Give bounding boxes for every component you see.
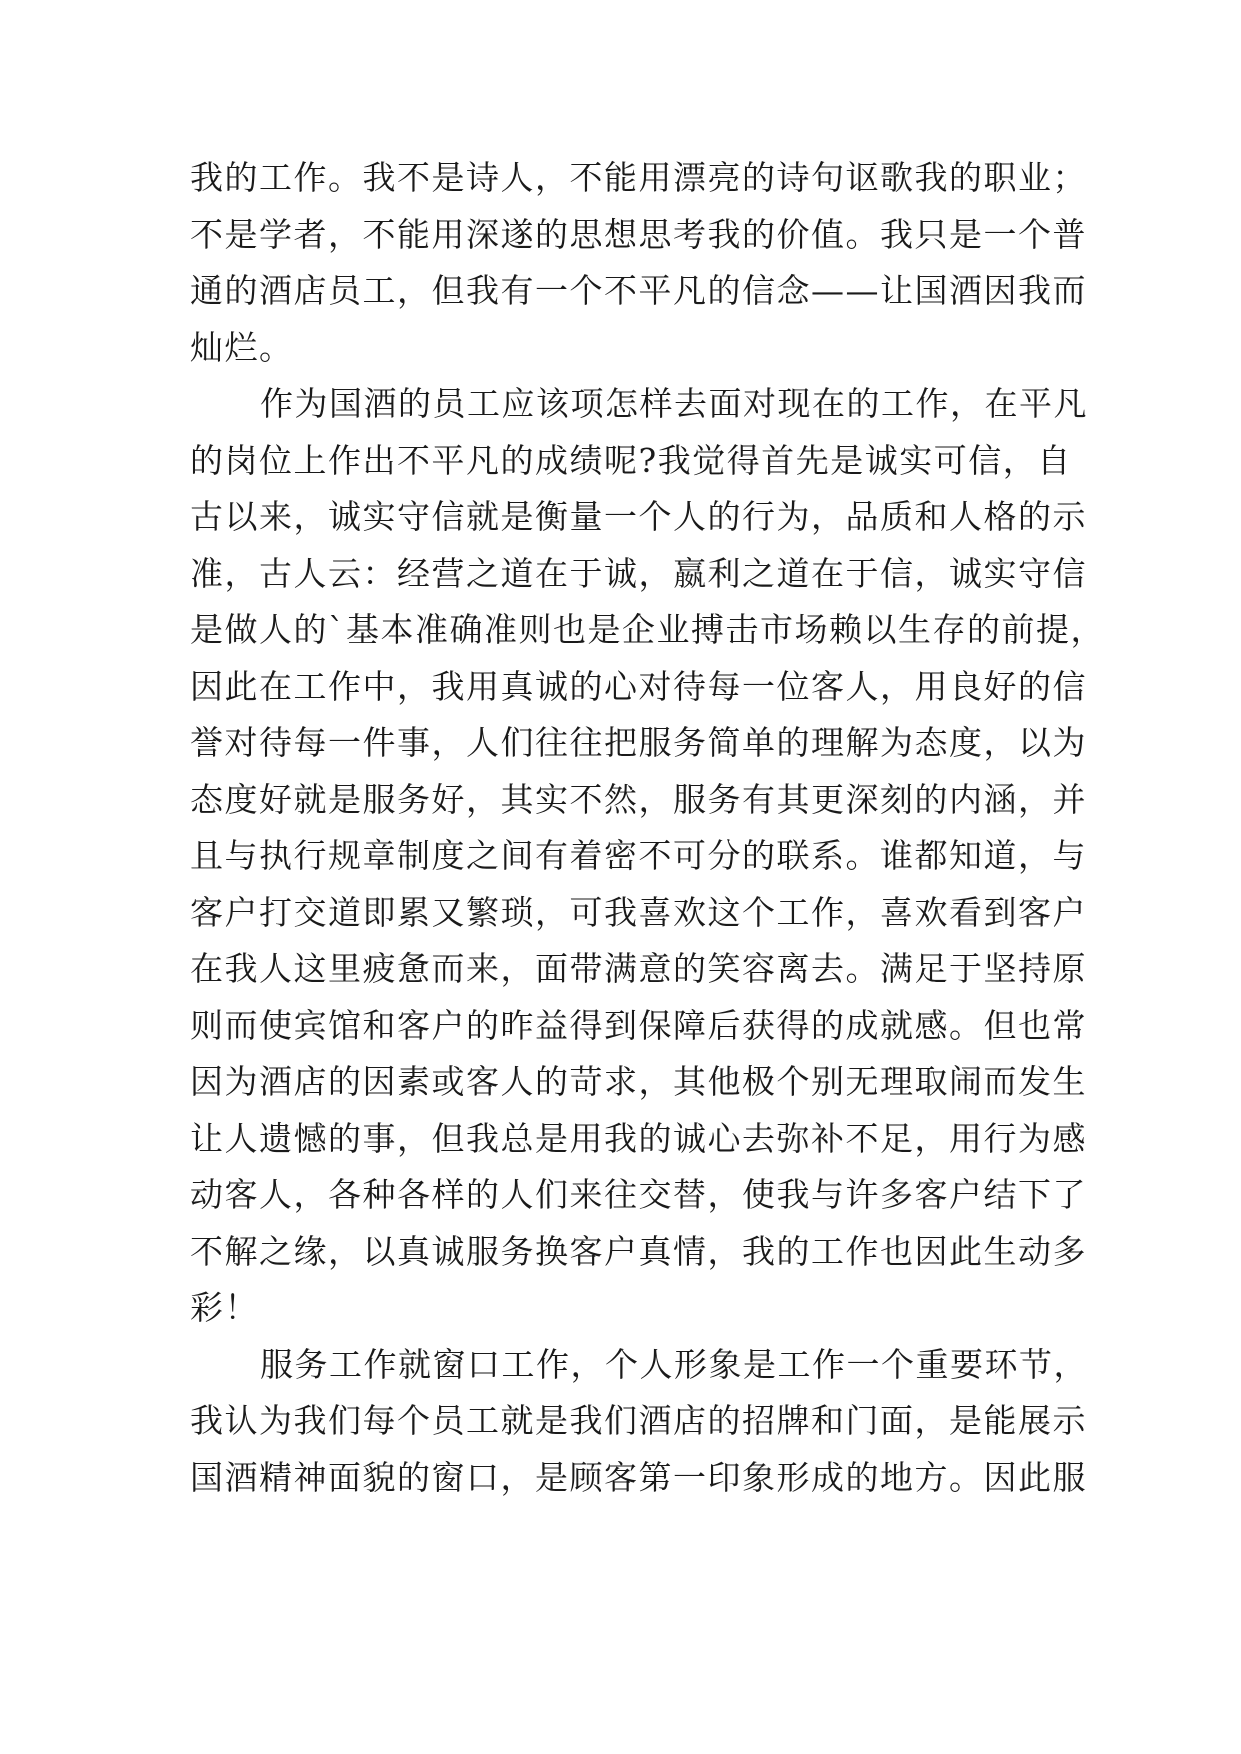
text-line: 服务工作就窗口工作，个人形象是工作一个重要环节， bbox=[260, 1344, 1088, 1384]
text-line: 誉对待每一件事，人们往往把服务简单的理解为态度，以为 bbox=[190, 723, 1087, 762]
document-body bbox=[190, 150, 1105, 1506]
text-line: 通的酒店员工，但我有一个不平凡的信念——让国酒因我而 bbox=[190, 271, 1087, 310]
text-line: 准，古人云：经营之道在于诚，嬴利之道在于信，诚实守信 bbox=[190, 553, 1087, 593]
text-line: 古以来，诚实守信就是衡量一个人的行为，品质和人格的示 bbox=[190, 497, 1087, 536]
text-line: 让人遗憾的事，但我总是用我的诚心去弥补不足，用行为感 bbox=[190, 1118, 1087, 1158]
text-line: 客户打交道即累又繁琐，可我喜欢这个工作，喜欢看到客户 bbox=[190, 892, 1087, 932]
paragraph-1 bbox=[190, 150, 1087, 376]
text-line: 且与执行规章制度之间有着密不可分的联系。谁都知道，与 bbox=[190, 836, 1087, 875]
text-line: 我认为我们每个员工就是我们酒店的招牌和门面，是能展示 bbox=[190, 1401, 1087, 1440]
text-line: 态度好就是服务好，其实不然，服务有其更深刻的内涵，并 bbox=[190, 779, 1087, 819]
text-line: 彩！ bbox=[190, 1288, 259, 1327]
paragraph-3 bbox=[190, 1337, 1088, 1507]
text-line: 动客人，各种各样的人们来往交替，使我与许多客户结下了 bbox=[190, 1175, 1087, 1214]
text-line: 则而使宾馆和客户的昨益得到保障后获得的成就感。但也常 bbox=[190, 1005, 1087, 1045]
text-line: 国酒精神面貌的窗口，是顾客第一印象形成的地方。因此服 bbox=[190, 1457, 1087, 1497]
text-line: 是做人的`基本准确准则也是企业搏击市场赖以生存的前提， bbox=[190, 610, 1105, 649]
text-line: 作为国酒的员工应该项怎样去面对现在的工作，在平凡 bbox=[260, 384, 1088, 423]
text-line: 灿烂。 bbox=[190, 327, 294, 367]
text-line: 因此在工作中，我用真诚的心对待每一位客人，用良好的信 bbox=[190, 666, 1087, 706]
paragraph-2 bbox=[190, 376, 1105, 1337]
text-line: 在我人这里疲惫而来，面带满意的笑容离去。满足于坚持原 bbox=[190, 949, 1087, 988]
text-line: 不解之缘，以真诚服务换客户真情，我的工作也因此生动多 bbox=[190, 1231, 1087, 1271]
text-line: 的岗位上作出不平凡的成绩呢?我觉得首先是诚实可信，自 bbox=[190, 440, 1072, 480]
text-line: 我的工作。我不是诗人，不能用漂亮的诗句讴歌我的职业； bbox=[190, 158, 1087, 197]
text-line: 因为酒店的因素或客人的苛求，其他极个别无理取闹而发生 bbox=[190, 1062, 1087, 1101]
text-line: 不是学者，不能用深遂的思想思考我的价值。我只是一个普 bbox=[190, 214, 1087, 254]
